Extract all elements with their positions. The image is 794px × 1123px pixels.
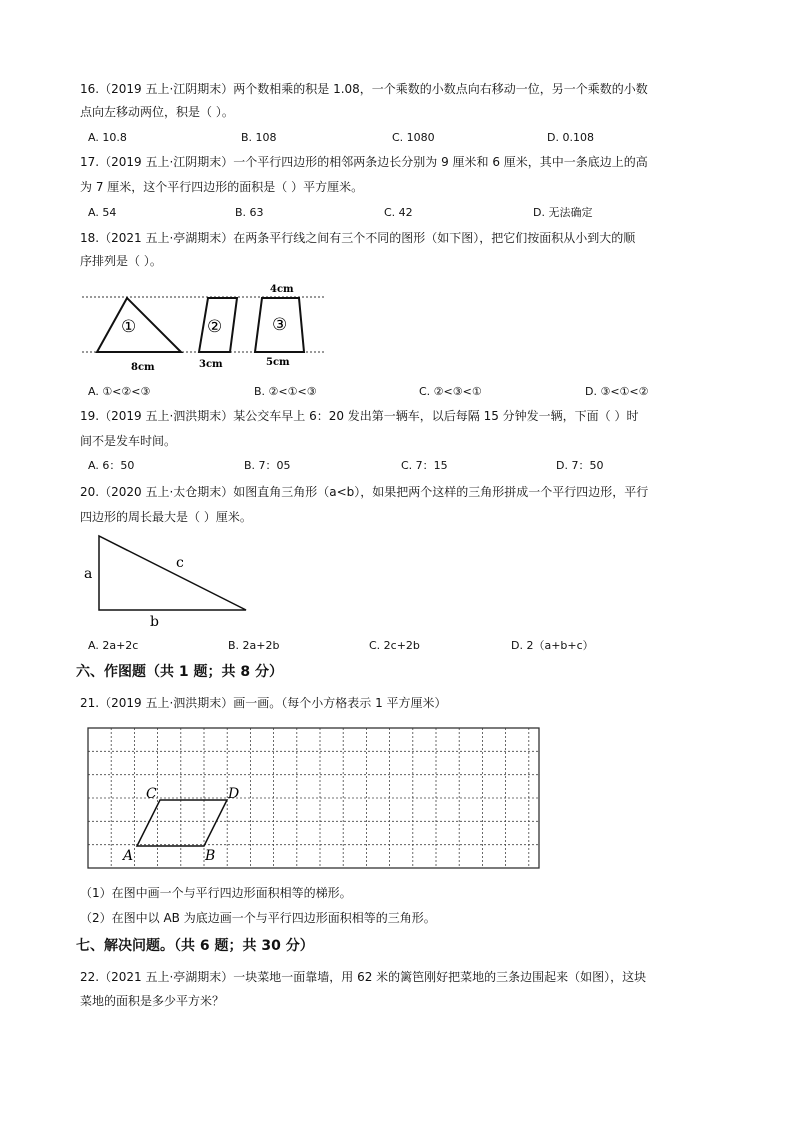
q22-line2: 菜地的面积是多少平方米？	[80, 994, 225, 1008]
q20-option-a: A. 2a+2c	[88, 639, 139, 652]
q18-line1: 18.（2021 五上·亭湖期末）在两条平行线之间有三个不同的图形（如下图），把它们按面积从小到大的顺	[80, 231, 636, 245]
q18-option-d: D. ③<①<②	[585, 385, 649, 398]
q17-option-c: C. 42	[384, 206, 413, 219]
side-a-label: a	[84, 566, 93, 582]
q16-option-b: B. 108	[241, 131, 277, 144]
right-triangle-shape	[99, 536, 246, 610]
section-7-heading: 七、解决问题。（共 6 题；共 30 分）	[76, 938, 314, 954]
q18-option-a: A. ①<②<③	[88, 385, 151, 398]
point-b-label: B	[205, 848, 216, 864]
label-top-4cm: 4cm	[270, 284, 294, 295]
q17-option-b: B. 63	[235, 206, 264, 219]
parallelogram-abcd	[137, 800, 227, 846]
q18-option-b: B. ②<①<③	[254, 385, 317, 398]
q17-line2: 为 7 厘米，这个平行四边形的面积是（ ）平方厘米。	[80, 180, 364, 194]
shape-mark-3: ③	[272, 315, 288, 335]
q19-line1: 19.（2019 五上·泗洪期末）某公交车早上 6：20 发出第一辆车，以后每隔 15 分钟发一辆，下面（ ）时	[80, 409, 639, 423]
side-b-label: b	[150, 614, 159, 630]
q19-line2: 间不是发车时间。	[80, 434, 177, 448]
side-c-label: c	[176, 555, 184, 571]
q20-line1: 20.（2020 五上·太仓期末）如图直角三角形（a<b），如果把两个这样的三角形拼成一个平行四边形，平行	[80, 485, 649, 499]
q20-option-c: C. 2c+2b	[369, 639, 420, 652]
q17-option-d: D. 无法确定	[533, 206, 593, 219]
q17-line1: 17.（2019 五上·江阴期末）一个平行四边形的相邻两条边长分别为 9 厘米和 6 厘米，其中一条底边上的高	[80, 155, 648, 169]
q19-option-c: C. 7：15	[401, 459, 448, 472]
label-5cm: 5cm	[266, 357, 290, 368]
q18-figure	[80, 278, 340, 378]
q20-option-d: D. 2（a+b+c）	[511, 639, 594, 652]
section-6-heading: 六、作图题（共 1 题；共 8 分）	[76, 664, 283, 680]
q21-grid-figure	[80, 722, 550, 874]
q21-sub1: （1）在图中画一个与平行四边形面积相等的梯形。	[80, 886, 352, 900]
q18-line2: 序排列是（ ）。	[80, 254, 162, 268]
q16-line2: 点向左移动两位，积是（ ）。	[80, 105, 234, 119]
point-a-label: A	[123, 848, 134, 864]
q18-option-c: C. ②<③<①	[419, 385, 482, 398]
q19-option-d: D. 7：50	[556, 459, 604, 472]
q16-option-c: C. 1080	[392, 131, 435, 144]
q20-option-b: B. 2a+2b	[228, 639, 280, 652]
q16-option-a: A. 10.8	[88, 131, 127, 144]
q20-figure	[80, 532, 260, 632]
point-c-label: C	[146, 786, 157, 802]
q19-option-b: B. 7：05	[244, 459, 291, 472]
q21-line1: 21.（2019 五上·泗洪期末）画一画。（每个小方格表示 1 平方厘米）	[80, 696, 447, 710]
q22-line1: 22.（2021 五上·亭湖期末）一块菜地一面靠墙，用 62 米的篱笆刚好把菜地的三条边围起来（如图），这块	[80, 970, 647, 984]
q19-option-a: A. 6：50	[88, 459, 135, 472]
q21-sub2: （2）在图中以 AB 为底边画一个与平行四边形面积相等的三角形。	[80, 911, 436, 925]
label-3cm: 3cm	[199, 359, 223, 370]
point-d-label: D	[228, 786, 240, 802]
label-8cm: 8cm	[131, 362, 155, 373]
q17-option-a: A. 54	[88, 206, 117, 219]
triangle-shape	[97, 298, 181, 352]
q20-line2: 四边形的周长最大是（ ）厘米。	[80, 510, 252, 524]
shape-mark-1: ①	[121, 317, 137, 337]
q16-line1: 16.（2019 五上·江阴期末）两个数相乘的积是 1.08，一个乘数的小数点向右移动一位，另一个乘数的小数	[80, 82, 648, 96]
shape-mark-2: ②	[207, 317, 223, 337]
q16-option-d: D. 0.108	[547, 131, 594, 144]
